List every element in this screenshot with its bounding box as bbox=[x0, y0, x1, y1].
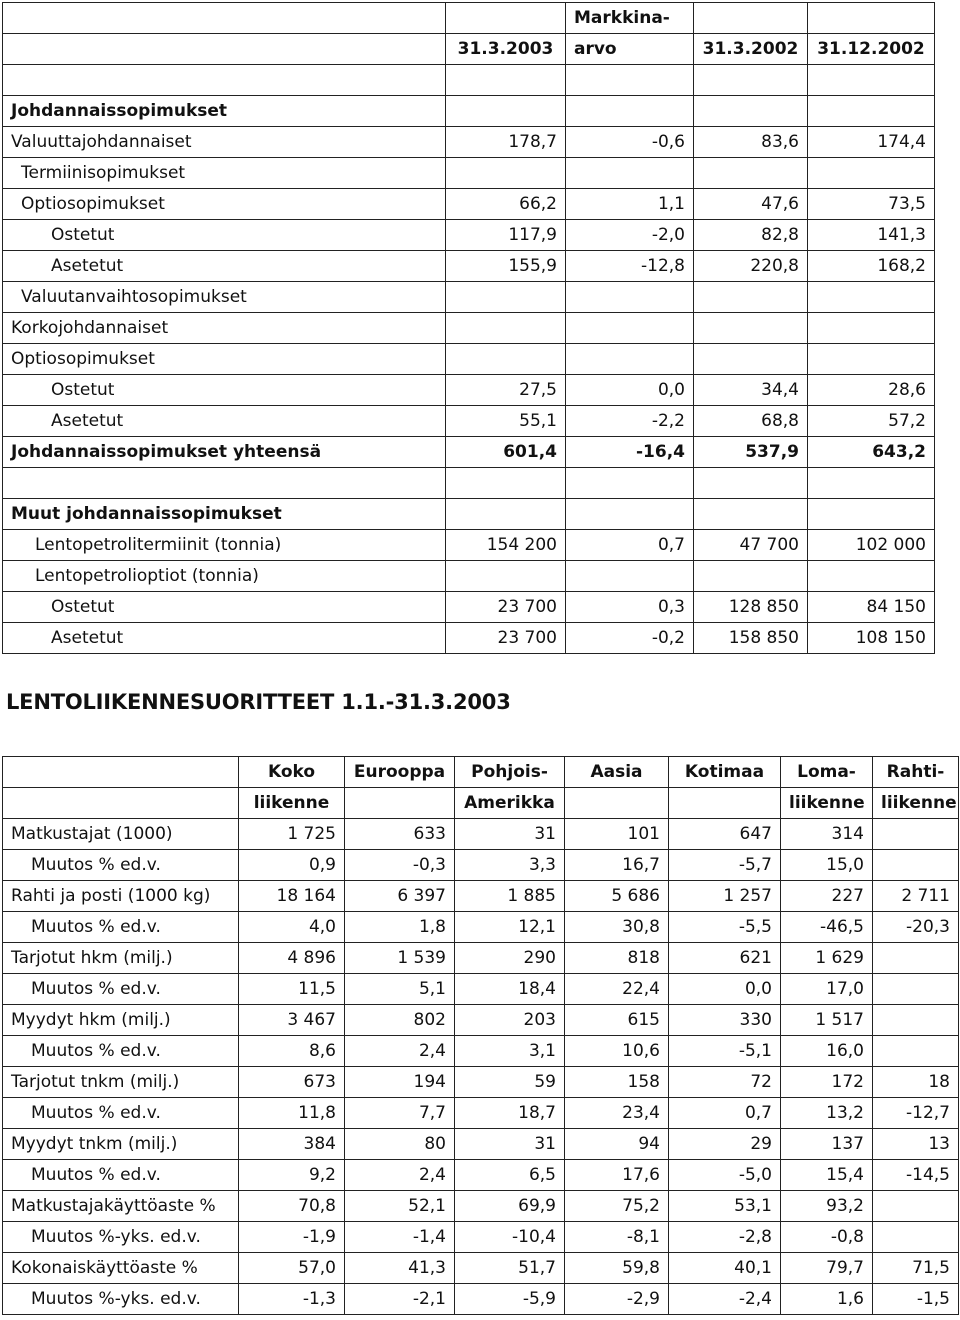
value-cell: 53,1 bbox=[669, 1191, 781, 1222]
column-header bbox=[565, 788, 669, 819]
value-cell: -2,8 bbox=[669, 1222, 781, 1253]
column-header: liikenne bbox=[781, 788, 873, 819]
table-row bbox=[3, 1067, 959, 1098]
row-label: Asetetut bbox=[3, 406, 446, 437]
value-cell: 31 bbox=[455, 1129, 565, 1160]
table-row bbox=[3, 974, 959, 1005]
value-cell bbox=[566, 313, 694, 344]
value-cell: 17,6 bbox=[565, 1160, 669, 1191]
value-cell: 13 bbox=[873, 1129, 959, 1160]
value-cell: 47,6 bbox=[694, 189, 808, 220]
traffic-table bbox=[2, 756, 959, 1315]
value-cell: 93,2 bbox=[781, 1191, 873, 1222]
empty-cell bbox=[808, 468, 935, 499]
value-cell: 18,4 bbox=[455, 974, 565, 1005]
section-header-row bbox=[3, 96, 935, 127]
value-cell: 330 bbox=[669, 1005, 781, 1036]
table-row bbox=[3, 1191, 959, 1222]
value-cell bbox=[566, 561, 694, 592]
table-row bbox=[3, 313, 935, 344]
value-cell: 203 bbox=[455, 1005, 565, 1036]
value-cell: 83,6 bbox=[694, 127, 808, 158]
value-cell bbox=[808, 313, 935, 344]
value-cell: 384 bbox=[239, 1129, 345, 1160]
column-header bbox=[3, 757, 239, 788]
value-cell bbox=[808, 158, 935, 189]
value-cell bbox=[694, 282, 808, 313]
value-cell: -0,6 bbox=[566, 127, 694, 158]
value-cell: 11,8 bbox=[239, 1098, 345, 1129]
value-cell bbox=[694, 313, 808, 344]
row-label: Johdannaissopimukset yhteensä bbox=[3, 437, 446, 468]
value-cell: 72 bbox=[669, 1067, 781, 1098]
column-header bbox=[446, 3, 566, 34]
value-cell bbox=[446, 561, 566, 592]
value-cell: 643,2 bbox=[808, 437, 935, 468]
row-label: Ostetut bbox=[3, 592, 446, 623]
value-cell: 82,8 bbox=[694, 220, 808, 251]
value-cell bbox=[808, 344, 935, 375]
value-cell: 128 850 bbox=[694, 592, 808, 623]
value-cell: 18,7 bbox=[455, 1098, 565, 1129]
row-label: Myydyt hkm (milj.) bbox=[3, 1005, 239, 1036]
section-header: Johdannaissopimukset bbox=[3, 96, 446, 127]
row-label: Ostetut bbox=[3, 375, 446, 406]
value-cell bbox=[694, 561, 808, 592]
table-row bbox=[3, 1284, 959, 1315]
row-label: Kokonaiskäyttöaste % bbox=[3, 1253, 239, 1284]
column-header: Pohjois- bbox=[455, 757, 565, 788]
row-label: Ostetut bbox=[3, 220, 446, 251]
row-label: Matkustajat (1000) bbox=[3, 819, 239, 850]
table-row bbox=[3, 127, 935, 158]
table-row bbox=[3, 282, 935, 313]
column-header bbox=[3, 3, 446, 34]
value-cell: 1 539 bbox=[345, 943, 455, 974]
value-cell: 818 bbox=[565, 943, 669, 974]
value-cell: 23 700 bbox=[446, 592, 566, 623]
value-cell: 5 686 bbox=[565, 881, 669, 912]
value-cell: -5,5 bbox=[669, 912, 781, 943]
empty-cell bbox=[694, 96, 808, 127]
value-cell: 66,2 bbox=[446, 189, 566, 220]
value-cell: -12,8 bbox=[566, 251, 694, 282]
value-cell: 59,8 bbox=[565, 1253, 669, 1284]
value-cell: 1,8 bbox=[345, 912, 455, 943]
empty-cell bbox=[808, 499, 935, 530]
value-cell: -16,4 bbox=[566, 437, 694, 468]
column-header: liikenne bbox=[873, 788, 959, 819]
value-cell: 601,4 bbox=[446, 437, 566, 468]
empty-cell bbox=[566, 96, 694, 127]
table-header-row bbox=[3, 757, 959, 788]
empty-cell bbox=[3, 468, 446, 499]
value-cell: 40,1 bbox=[669, 1253, 781, 1284]
table-row bbox=[3, 251, 935, 282]
blank-row bbox=[3, 468, 935, 499]
row-label: Matkustajakäyttöaste % bbox=[3, 1191, 239, 1222]
value-cell: -5,7 bbox=[669, 850, 781, 881]
table-row bbox=[3, 850, 959, 881]
value-cell: 5,1 bbox=[345, 974, 455, 1005]
row-label: Muutos %-yks. ed.v. bbox=[3, 1284, 239, 1315]
value-cell: -2,0 bbox=[566, 220, 694, 251]
table-row bbox=[3, 220, 935, 251]
value-cell: -2,2 bbox=[566, 406, 694, 437]
column-header bbox=[808, 3, 935, 34]
empty-cell bbox=[694, 499, 808, 530]
column-header bbox=[3, 788, 239, 819]
value-cell: -8,1 bbox=[565, 1222, 669, 1253]
value-cell: 71,5 bbox=[873, 1253, 959, 1284]
value-cell: 84 150 bbox=[808, 592, 935, 623]
empty-cell bbox=[808, 65, 935, 96]
value-cell bbox=[566, 158, 694, 189]
row-label: Korkojohdannaiset bbox=[3, 313, 446, 344]
value-cell: 69,9 bbox=[455, 1191, 565, 1222]
column-header bbox=[345, 788, 455, 819]
row-label: Muutos % ed.v. bbox=[3, 912, 239, 943]
value-cell: 6,5 bbox=[455, 1160, 565, 1191]
value-cell: 168,2 bbox=[808, 251, 935, 282]
row-label: Optiosopimukset bbox=[3, 189, 446, 220]
empty-cell bbox=[808, 96, 935, 127]
section-header-row bbox=[3, 499, 935, 530]
value-cell: 621 bbox=[669, 943, 781, 974]
empty-cell bbox=[566, 499, 694, 530]
table-row bbox=[3, 158, 935, 189]
table-row bbox=[3, 623, 935, 654]
value-cell: 27,5 bbox=[446, 375, 566, 406]
value-cell bbox=[566, 282, 694, 313]
traffic-table-body bbox=[3, 757, 959, 1315]
row-label: Valuuttajohdannaiset bbox=[3, 127, 446, 158]
value-cell: 1,1 bbox=[566, 189, 694, 220]
value-cell: 51,7 bbox=[455, 1253, 565, 1284]
value-cell: -14,5 bbox=[873, 1160, 959, 1191]
row-label: Muutos % ed.v. bbox=[3, 1160, 239, 1191]
row-label: Tarjotut tnkm (milj.) bbox=[3, 1067, 239, 1098]
value-cell: 647 bbox=[669, 819, 781, 850]
row-label: Asetetut bbox=[3, 623, 446, 654]
row-label: Termiinisopimukset bbox=[3, 158, 446, 189]
value-cell: 16,0 bbox=[781, 1036, 873, 1067]
row-label: Lentopetrolioptiot (tonnia) bbox=[3, 561, 446, 592]
table-row bbox=[3, 1129, 959, 1160]
derivatives-table bbox=[2, 2, 935, 654]
value-cell: 537,9 bbox=[694, 437, 808, 468]
value-cell: 0,0 bbox=[566, 375, 694, 406]
table-row bbox=[3, 375, 935, 406]
column-header: liikenne bbox=[239, 788, 345, 819]
value-cell: 68,8 bbox=[694, 406, 808, 437]
row-label: Valuutanvaihtosopimukset bbox=[3, 282, 446, 313]
value-cell bbox=[873, 974, 959, 1005]
table-header-row bbox=[3, 788, 959, 819]
column-header: Kotimaa bbox=[669, 757, 781, 788]
derivatives-table-body bbox=[3, 3, 935, 654]
value-cell: 94 bbox=[565, 1129, 669, 1160]
empty-cell bbox=[446, 65, 566, 96]
row-label: Optiosopimukset bbox=[3, 344, 446, 375]
value-cell bbox=[873, 943, 959, 974]
column-header: Amerikka bbox=[455, 788, 565, 819]
column-header: Rahti- bbox=[873, 757, 959, 788]
table-row bbox=[3, 437, 935, 468]
value-cell: -20,3 bbox=[873, 912, 959, 943]
table-row bbox=[3, 561, 935, 592]
table-row bbox=[3, 344, 935, 375]
value-cell: 220,8 bbox=[694, 251, 808, 282]
empty-cell bbox=[446, 468, 566, 499]
value-cell: 3,3 bbox=[455, 850, 565, 881]
table-row bbox=[3, 1005, 959, 1036]
value-cell: 12,1 bbox=[455, 912, 565, 943]
value-cell bbox=[694, 344, 808, 375]
value-cell: 108 150 bbox=[808, 623, 935, 654]
value-cell: 34,4 bbox=[694, 375, 808, 406]
value-cell: 4,0 bbox=[239, 912, 345, 943]
value-cell: 0,3 bbox=[566, 592, 694, 623]
table-row bbox=[3, 406, 935, 437]
value-cell: 227 bbox=[781, 881, 873, 912]
value-cell: 2 711 bbox=[873, 881, 959, 912]
blank-row bbox=[3, 65, 935, 96]
value-cell: 155,9 bbox=[446, 251, 566, 282]
column-header: Aasia bbox=[565, 757, 669, 788]
row-label: Asetetut bbox=[3, 251, 446, 282]
value-cell: 18 164 bbox=[239, 881, 345, 912]
value-cell: -0,2 bbox=[566, 623, 694, 654]
empty-cell bbox=[694, 65, 808, 96]
column-header: arvo bbox=[566, 34, 694, 65]
empty-cell bbox=[566, 65, 694, 96]
value-cell: 29 bbox=[669, 1129, 781, 1160]
value-cell: 0,7 bbox=[566, 530, 694, 561]
value-cell: 52,1 bbox=[345, 1191, 455, 1222]
column-header: Koko bbox=[239, 757, 345, 788]
section-title: LENTOLIIKENNESUORITTEET 1.1.-31.3.2003 bbox=[6, 690, 511, 714]
value-cell: -1,4 bbox=[345, 1222, 455, 1253]
value-cell: 194 bbox=[345, 1067, 455, 1098]
value-cell: 1 257 bbox=[669, 881, 781, 912]
value-cell: 80 bbox=[345, 1129, 455, 1160]
value-cell: -1,5 bbox=[873, 1284, 959, 1315]
value-cell: 16,7 bbox=[565, 850, 669, 881]
value-cell: 2,4 bbox=[345, 1160, 455, 1191]
value-cell: 23,4 bbox=[565, 1098, 669, 1129]
value-cell: 79,7 bbox=[781, 1253, 873, 1284]
value-cell: 57,0 bbox=[239, 1253, 345, 1284]
value-cell: 0,9 bbox=[239, 850, 345, 881]
table-row bbox=[3, 1222, 959, 1253]
empty-cell bbox=[694, 468, 808, 499]
value-cell: -10,4 bbox=[455, 1222, 565, 1253]
value-cell: -46,5 bbox=[781, 912, 873, 943]
value-cell: 673 bbox=[239, 1067, 345, 1098]
value-cell: -12,7 bbox=[873, 1098, 959, 1129]
empty-cell bbox=[3, 65, 446, 96]
value-cell: 1 885 bbox=[455, 881, 565, 912]
value-cell: 102 000 bbox=[808, 530, 935, 561]
value-cell: 0,0 bbox=[669, 974, 781, 1005]
column-header bbox=[3, 34, 446, 65]
value-cell bbox=[446, 282, 566, 313]
value-cell: 31 bbox=[455, 819, 565, 850]
row-label: Muutos % ed.v. bbox=[3, 850, 239, 881]
value-cell bbox=[808, 282, 935, 313]
value-cell: 0,7 bbox=[669, 1098, 781, 1129]
value-cell: 15,4 bbox=[781, 1160, 873, 1191]
table-row bbox=[3, 1253, 959, 1284]
value-cell: 314 bbox=[781, 819, 873, 850]
row-label: Muutos %-yks. ed.v. bbox=[3, 1222, 239, 1253]
value-cell: 6 397 bbox=[345, 881, 455, 912]
column-header bbox=[669, 788, 781, 819]
value-cell: 172 bbox=[781, 1067, 873, 1098]
value-cell: 73,5 bbox=[808, 189, 935, 220]
value-cell: 178,7 bbox=[446, 127, 566, 158]
value-cell: 9,2 bbox=[239, 1160, 345, 1191]
empty-cell bbox=[446, 96, 566, 127]
empty-cell bbox=[446, 499, 566, 530]
value-cell: 41,3 bbox=[345, 1253, 455, 1284]
table-row bbox=[3, 943, 959, 974]
value-cell: 615 bbox=[565, 1005, 669, 1036]
value-cell bbox=[808, 561, 935, 592]
table-row bbox=[3, 1098, 959, 1129]
value-cell: 2,4 bbox=[345, 1036, 455, 1067]
value-cell: -1,3 bbox=[239, 1284, 345, 1315]
row-label: Muutos % ed.v. bbox=[3, 974, 239, 1005]
column-header: Eurooppa bbox=[345, 757, 455, 788]
section-header: Muut johdannaissopimukset bbox=[3, 499, 446, 530]
table-header-row bbox=[3, 34, 935, 65]
value-cell: -0,8 bbox=[781, 1222, 873, 1253]
value-cell: 8,6 bbox=[239, 1036, 345, 1067]
table-row bbox=[3, 881, 959, 912]
value-cell: 1 629 bbox=[781, 943, 873, 974]
empty-cell bbox=[566, 468, 694, 499]
value-cell: 3,1 bbox=[455, 1036, 565, 1067]
table-row bbox=[3, 1160, 959, 1191]
table-row bbox=[3, 592, 935, 623]
value-cell: -0,3 bbox=[345, 850, 455, 881]
value-cell: 70,8 bbox=[239, 1191, 345, 1222]
value-cell bbox=[694, 158, 808, 189]
value-cell: 22,4 bbox=[565, 974, 669, 1005]
value-cell: -1,9 bbox=[239, 1222, 345, 1253]
row-label: Muutos % ed.v. bbox=[3, 1098, 239, 1129]
row-label: Muutos % ed.v. bbox=[3, 1036, 239, 1067]
value-cell bbox=[873, 1222, 959, 1253]
value-cell bbox=[873, 1036, 959, 1067]
value-cell: -5,9 bbox=[455, 1284, 565, 1315]
value-cell: 57,2 bbox=[808, 406, 935, 437]
row-label: Myydyt tnkm (milj.) bbox=[3, 1129, 239, 1160]
value-cell bbox=[873, 1191, 959, 1222]
table-row bbox=[3, 912, 959, 943]
row-label: Rahti ja posti (1000 kg) bbox=[3, 881, 239, 912]
value-cell: 633 bbox=[345, 819, 455, 850]
column-header: 31.12.2002 bbox=[808, 34, 935, 65]
value-cell: 15,0 bbox=[781, 850, 873, 881]
table-row bbox=[3, 530, 935, 561]
value-cell: 4 896 bbox=[239, 943, 345, 974]
table-row bbox=[3, 1036, 959, 1067]
value-cell: -2,4 bbox=[669, 1284, 781, 1315]
value-cell: 1 517 bbox=[781, 1005, 873, 1036]
column-header: Loma- bbox=[781, 757, 873, 788]
value-cell: 158 850 bbox=[694, 623, 808, 654]
value-cell: 17,0 bbox=[781, 974, 873, 1005]
value-cell: -5,1 bbox=[669, 1036, 781, 1067]
value-cell: 290 bbox=[455, 943, 565, 974]
value-cell: 7,7 bbox=[345, 1098, 455, 1129]
value-cell bbox=[446, 158, 566, 189]
value-cell: 10,6 bbox=[565, 1036, 669, 1067]
column-header: 31.3.2002 bbox=[694, 34, 808, 65]
value-cell: 137 bbox=[781, 1129, 873, 1160]
value-cell: 23 700 bbox=[446, 623, 566, 654]
table-header-row bbox=[3, 3, 935, 34]
column-header: Markkina- bbox=[566, 3, 694, 34]
value-cell bbox=[446, 313, 566, 344]
table-row bbox=[3, 819, 959, 850]
value-cell: 1,6 bbox=[781, 1284, 873, 1315]
value-cell: 11,5 bbox=[239, 974, 345, 1005]
value-cell: 174,4 bbox=[808, 127, 935, 158]
value-cell: 154 200 bbox=[446, 530, 566, 561]
value-cell: -5,0 bbox=[669, 1160, 781, 1191]
column-header bbox=[694, 3, 808, 34]
value-cell: 1 725 bbox=[239, 819, 345, 850]
value-cell: 75,2 bbox=[565, 1191, 669, 1222]
value-cell: 101 bbox=[565, 819, 669, 850]
row-label: Lentopetrolitermiinit (tonnia) bbox=[3, 530, 446, 561]
value-cell bbox=[446, 344, 566, 375]
value-cell bbox=[873, 850, 959, 881]
value-cell: 47 700 bbox=[694, 530, 808, 561]
value-cell: 30,8 bbox=[565, 912, 669, 943]
value-cell: -2,1 bbox=[345, 1284, 455, 1315]
value-cell: 59 bbox=[455, 1067, 565, 1098]
value-cell: -2,9 bbox=[565, 1284, 669, 1315]
table-row bbox=[3, 189, 935, 220]
value-cell bbox=[566, 344, 694, 375]
value-cell: 28,6 bbox=[808, 375, 935, 406]
value-cell: 158 bbox=[565, 1067, 669, 1098]
value-cell bbox=[873, 819, 959, 850]
value-cell: 802 bbox=[345, 1005, 455, 1036]
value-cell: 13,2 bbox=[781, 1098, 873, 1129]
row-label: Tarjotut hkm (milj.) bbox=[3, 943, 239, 974]
value-cell: 117,9 bbox=[446, 220, 566, 251]
value-cell: 55,1 bbox=[446, 406, 566, 437]
value-cell: 141,3 bbox=[808, 220, 935, 251]
value-cell: 3 467 bbox=[239, 1005, 345, 1036]
value-cell bbox=[873, 1005, 959, 1036]
value-cell: 18 bbox=[873, 1067, 959, 1098]
column-header: 31.3.2003 bbox=[446, 34, 566, 65]
